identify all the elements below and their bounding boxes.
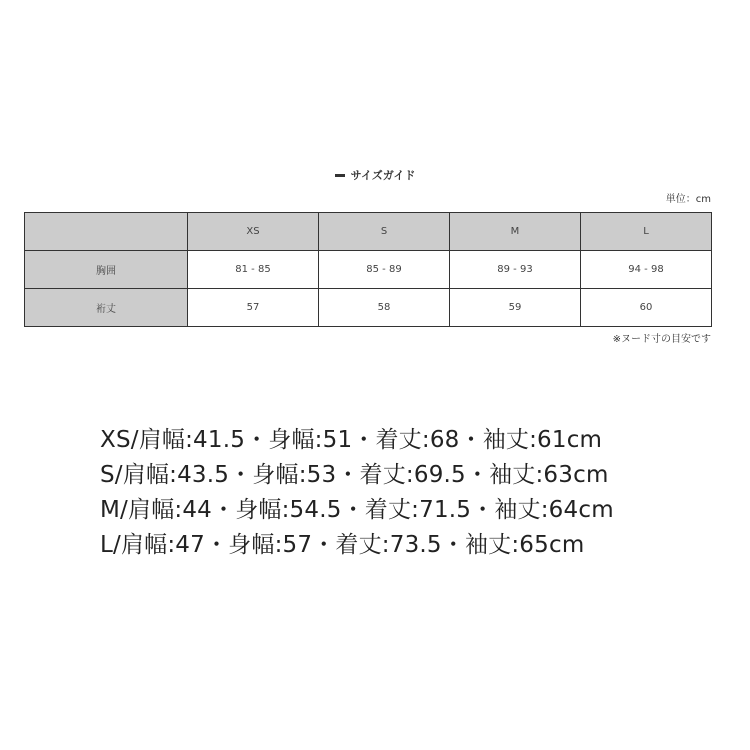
- measurement-line-m: M/肩幅:44・身幅:54.5・着丈:71.5・袖丈:64cm: [100, 497, 614, 523]
- size-guide-title-text: サイズガイド: [350, 169, 416, 182]
- unit-label: 単位：cm: [665, 194, 711, 205]
- table-cell: 60: [581, 289, 712, 327]
- table-cell: 94 - 98: [581, 251, 712, 289]
- table-row: [25, 289, 712, 327]
- table-header-cell-l: L: [581, 213, 712, 251]
- table-header-row: [25, 213, 712, 251]
- table-header-cell-xs: XS: [188, 213, 319, 251]
- dash-icon: [335, 174, 345, 177]
- nude-size-note: ※ヌード寸の目安です: [612, 334, 711, 345]
- table-cell: 85 - 89: [319, 251, 450, 289]
- row-label-sleeve-length: 裄丈: [25, 289, 188, 327]
- table-row: [25, 251, 712, 289]
- table-cell: 57: [188, 289, 319, 327]
- row-label-chest: 胸囲: [25, 251, 188, 289]
- garment-measurements: [100, 423, 740, 563]
- table-cell: 59: [450, 289, 581, 327]
- table-header-cell-s: S: [319, 213, 450, 251]
- table-cell: 81 - 85: [188, 251, 319, 289]
- table-header-cell-corner: [25, 213, 188, 251]
- size-guide-title: [0, 167, 750, 183]
- table-cell: 58: [319, 289, 450, 327]
- measurement-line-s: S/肩幅:43.5・身幅:53・着丈:69.5・袖丈:63cm: [100, 462, 609, 488]
- measurement-line-xs: XS/肩幅:41.5・身幅:51・着丈:68・袖丈:61cm: [100, 427, 603, 453]
- size-table: [24, 212, 712, 327]
- table-header-cell-m: M: [450, 213, 581, 251]
- table-cell: 89 - 93: [450, 251, 581, 289]
- measurement-line-l: L/肩幅:47・身幅:57・着丈:73.5・袖丈:65cm: [100, 532, 585, 558]
